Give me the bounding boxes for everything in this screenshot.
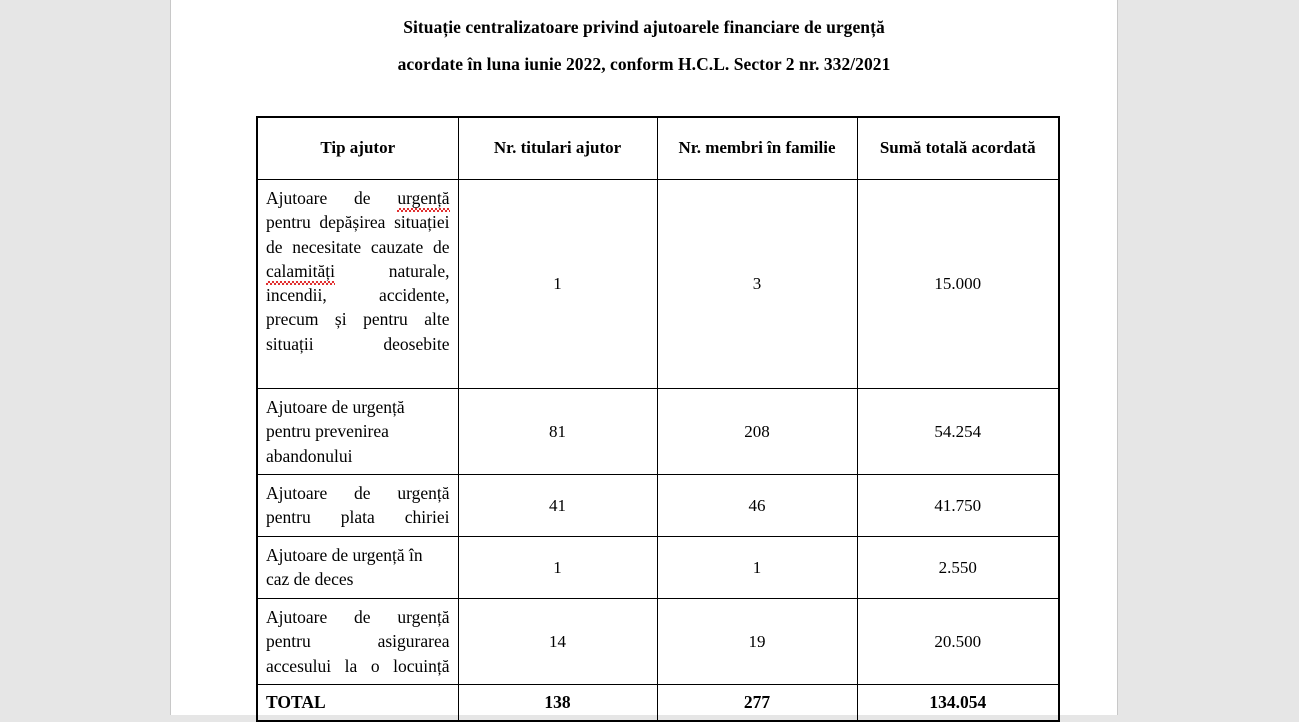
table-row [257,180,1059,389]
document-page [170,0,1118,715]
cell-aid-type [257,180,458,389]
title-line-2: acordate în luna iunie 2022, conform H.C.L. Sector 2 nr. 332/2021 [397,54,891,74]
cell-total-amount: 54.254 [857,389,1059,475]
table-container [171,116,1117,722]
cell-aid-type: Ajutoare de urgență în caz de deces [257,537,458,599]
cell-total-amount: 15.000 [857,180,1059,389]
cell-aid-type: Ajutoare de urgență pentru asigurarea accesului la o locuință [257,599,458,685]
cell-family-members: 19 [657,599,857,685]
emergency-aid-table [256,116,1060,722]
cell-aid-type: Ajutoare de urgență pentru plata chiriei [257,475,458,537]
table-row [257,389,1059,475]
cell-total-amount: 20.500 [857,599,1059,685]
cell-total-amount: 134.054 [857,685,1059,722]
cell-family-members: 208 [657,389,857,475]
table-row [257,537,1059,599]
misspelled-word-calamitati: calamități [266,259,335,283]
cell-holders: 1 [458,537,657,599]
cell-family-members: 46 [657,475,857,537]
column-header-aid-type: Tip ajutor [257,117,458,180]
cell-total-amount: 41.750 [857,475,1059,537]
column-header-holders: Nr. titulari ajutor [458,117,657,180]
cell-holders: 1 [458,180,657,389]
column-header-family-members: Nr. membri în familie [657,117,857,180]
table-body [257,180,1059,722]
cell-total-holders: 138 [458,685,657,722]
table-row [257,475,1059,537]
cell-family-members: 1 [657,537,857,599]
cell-aid-type: Ajutoare de urgență pentru prevenirea abandonului [257,389,458,475]
title-line-1: Situație centralizatoare privind ajutoarele financiare de urgență [403,17,885,37]
cell-total-family-members: 277 [657,685,857,722]
aid-type-text-part-2: pentru depășirea situației de necesitate cauzate de [266,212,450,257]
cell-family-members: 3 [657,180,857,389]
table-header-row [257,117,1059,180]
document-title [171,17,1117,75]
aid-type-text-part-3: naturale, incendii, accidente, precum și pentru alte situații deosebite [266,260,450,354]
table-total-row [257,685,1059,722]
aid-type-text-part-1: Ajutoare de [266,188,398,208]
table-row [257,599,1059,685]
cell-holders: 81 [458,389,657,475]
column-header-total-amount: Sumă totală acordată [857,117,1059,180]
misspelled-word-urgenta: urgență [397,186,449,210]
table-header [257,117,1059,180]
cell-holders: 14 [458,599,657,685]
cell-holders: 41 [458,475,657,537]
cell-total-amount: 2.550 [857,537,1059,599]
cell-total-label: TOTAL [257,685,458,722]
